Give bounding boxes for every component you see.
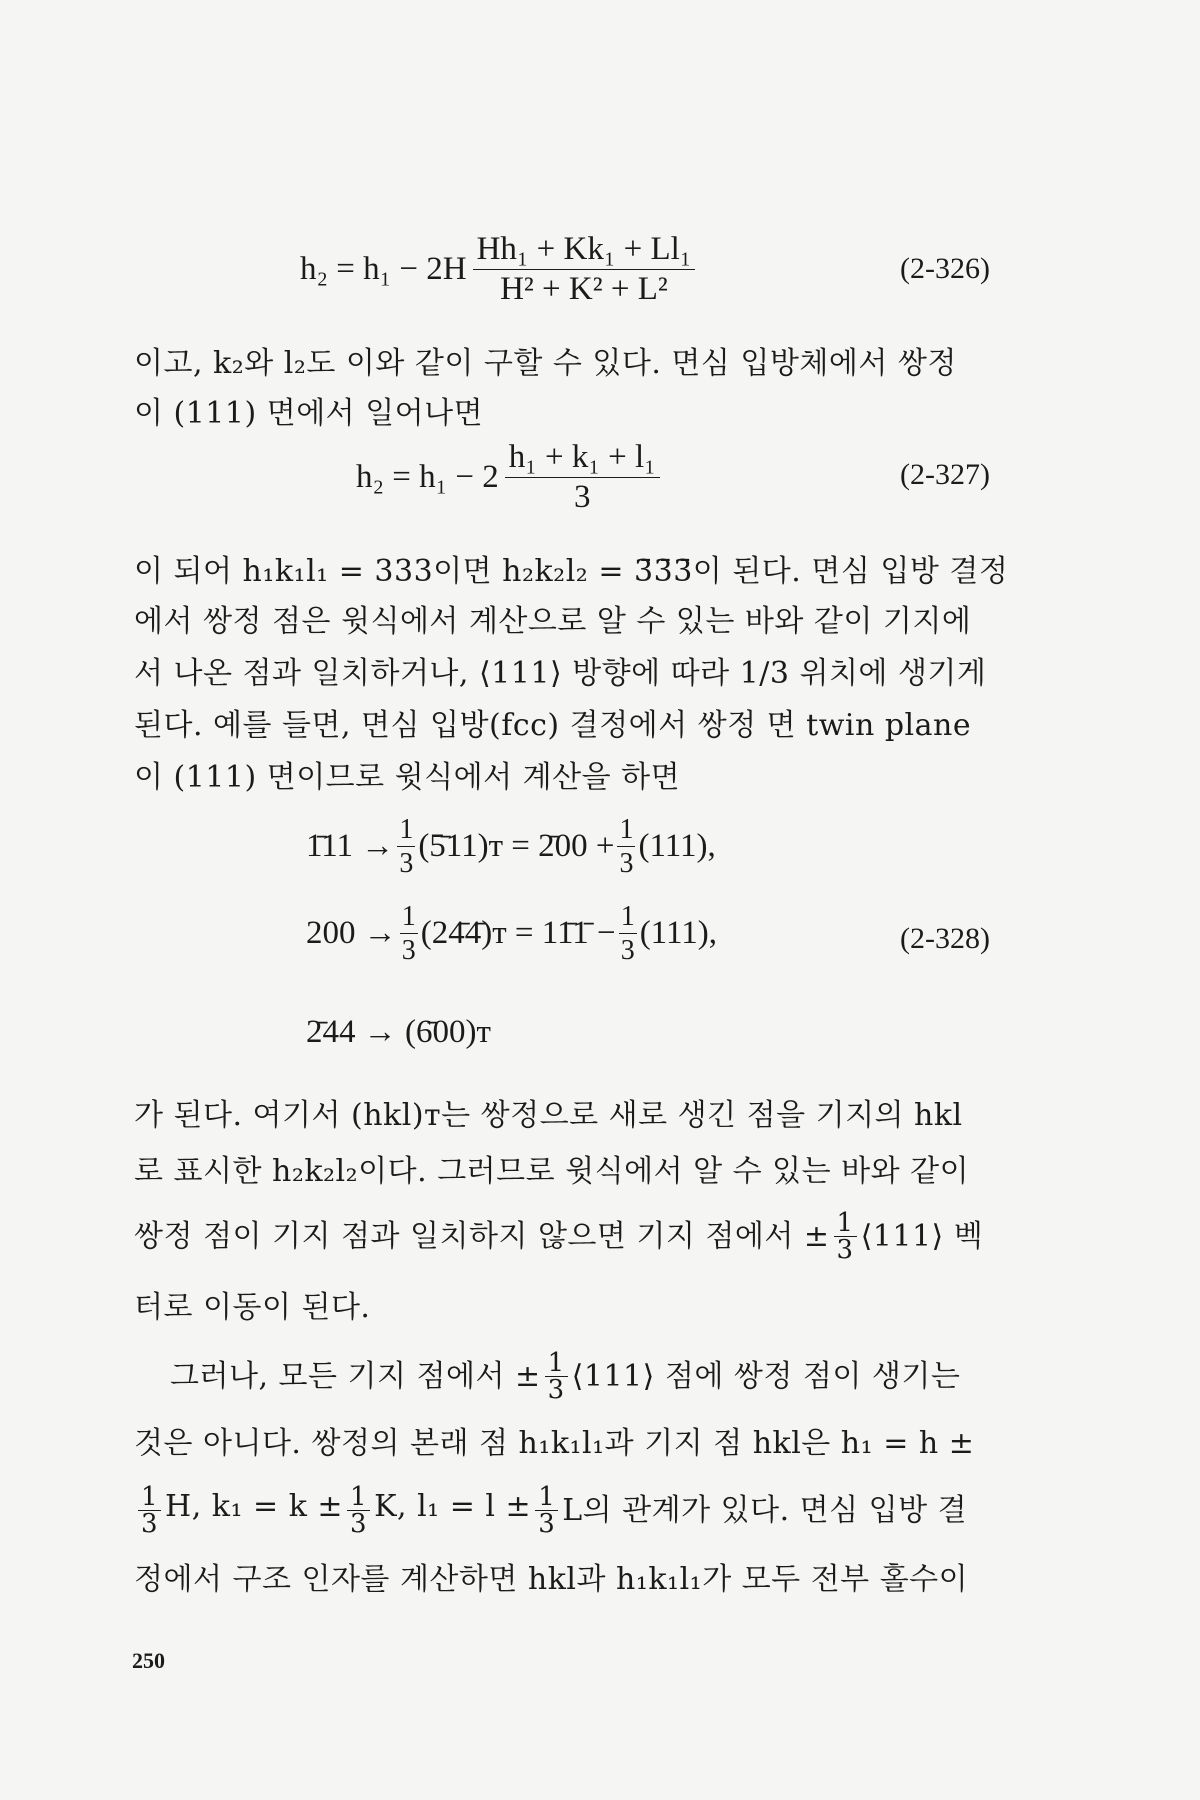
- fraction-denominator: 3: [350, 1509, 368, 1539]
- paragraph-line: 터로 이동이 된다.: [134, 1290, 371, 1325]
- inline-fraction: [347, 1484, 370, 1537]
- equation-fraction: [397, 815, 415, 879]
- fraction-denominator: 3: [573, 478, 591, 515]
- equation-term: 2̄44 → (6̄00)ᴛ: [306, 1014, 491, 1050]
- paragraph-line: 로 표시한 h₂k₂l₂이다. 그러므로 윗식에서 알 수 있는 바와 같이: [134, 1154, 970, 1189]
- fraction-denominator: 3: [620, 935, 635, 967]
- fraction-numerator: 1: [138, 1484, 161, 1511]
- fraction-numerator: 1: [397, 815, 415, 847]
- fraction-denominator: 3: [401, 935, 416, 967]
- fraction-denominator: H² + K² + L²: [500, 270, 668, 307]
- line-text: H, k₁ = k ±: [165, 1489, 344, 1524]
- paragraph-line: [170, 1346, 1070, 1405]
- equation-fraction: [619, 902, 637, 966]
- equation-lhs: h₂ = h₁ − 2H: [300, 250, 467, 287]
- equation-term: 200 →: [306, 915, 397, 952]
- paragraph-line: 서 나온 점과 일치하거나, ⟨111⟩ 방향에 따라 1/3 위치에 생기게: [134, 656, 987, 691]
- fraction-denominator: 3: [141, 1509, 159, 1539]
- equation-label: (2-327): [900, 458, 990, 491]
- inline-fraction: [138, 1484, 161, 1537]
- fraction-numerator: 1: [347, 1484, 370, 1511]
- inline-fraction: [834, 1210, 857, 1263]
- paragraph-line: 이 (111) 면이므로 윗식에서 계산을 하면: [134, 760, 681, 795]
- fraction-numerator: 1: [545, 1350, 568, 1377]
- paragraph-line: 가 된다. 여기서 (hkl)ᴛ는 쌍정으로 새로 생긴 점을 기지의 hkl: [134, 1098, 963, 1133]
- equation-label: (2-328): [900, 922, 990, 955]
- inline-fraction: [535, 1484, 558, 1537]
- equation-2-328-row2: [306, 902, 717, 966]
- equation-2-326: [300, 232, 701, 306]
- line-text: ⟨111⟩ 벡: [860, 1218, 984, 1254]
- paragraph-line: [134, 1480, 1034, 1539]
- equation-2-328-row3: [306, 1014, 491, 1051]
- equation-label: (2-326): [900, 252, 990, 285]
- line-text: K, l₁ = l ±: [374, 1489, 532, 1524]
- page-number: 250: [132, 1648, 165, 1673]
- fraction-denominator: 3: [836, 1235, 854, 1265]
- fraction-numerator: 1: [834, 1210, 857, 1237]
- equation-2-328-row1: [306, 815, 716, 879]
- equation-fraction: [505, 440, 660, 514]
- fraction-denominator: 3: [619, 848, 634, 880]
- equation-fraction: [617, 815, 635, 879]
- fraction-denominator: 3: [538, 1509, 556, 1539]
- paragraph-line: 된다. 예를 들면, 면심 입방(fcc) 결정에서 쌍정 면 twin plane: [134, 708, 972, 743]
- equation-2-327: [356, 440, 666, 514]
- fraction-numerator: 1: [400, 902, 418, 934]
- line-text: L의 관계가 있다. 면심 입방 결: [562, 1492, 968, 1528]
- fraction-numerator: 1: [619, 902, 637, 934]
- fraction-numerator: 1: [535, 1484, 558, 1511]
- paragraph-line: 이 (111) 면에서 일어나면: [134, 396, 484, 431]
- fraction-denominator: 3: [547, 1375, 565, 1405]
- fraction-numerator: h₁ + k₁ + l₁: [505, 440, 660, 478]
- fraction-denominator: 3: [399, 848, 414, 880]
- paragraph-line: 에서 쌍정 점은 윗식에서 계산으로 알 수 있는 바와 같이 기지에: [134, 604, 972, 639]
- equation-fraction: [400, 902, 418, 966]
- equation-term: (111),: [639, 915, 717, 952]
- equation-term: (111),: [638, 828, 716, 865]
- equation-term: (5̄11)ᴛ = 2̄00 +: [418, 828, 615, 865]
- paragraph-line: 이 되어 h₁k₁l₁ = 333이면 h₂k₂l₂ = 3̄3̄3̄이 된다. 면심 입방 결정: [134, 554, 1009, 589]
- paragraph-line: 이고, k₂와 l₂도 이와 같이 구할 수 있다. 면심 입방체에서 쌍정: [134, 346, 957, 381]
- fraction-numerator: 1: [617, 815, 635, 847]
- paragraph-line: 것은 아니다. 쌍정의 본래 점 h₁k₁l₁과 기지 점 hkl은 h₁ = h ±: [134, 1426, 975, 1461]
- equation-term: (24̄4̄)ᴛ = 11̄1̄ −: [420, 915, 616, 952]
- fraction-numerator: Hh₁ + Kk₁ + Ll₁: [473, 232, 696, 270]
- equation-fraction: [473, 232, 696, 306]
- line-text: 쌍정 점이 기지 점과 일치하지 않으면 기지 점에서 ±: [134, 1218, 830, 1254]
- line-text: ⟨111⟩ 점에 쌍정 점이 생기는: [571, 1358, 961, 1394]
- line-text: 그러나, 모든 기지 점에서 ±: [170, 1358, 541, 1394]
- paragraph-line: 정에서 구조 인자를 계산하면 hkl과 h₁k₁l₁가 모두 전부 홀수이: [134, 1562, 969, 1597]
- equation-term: 1̄11 →: [306, 828, 395, 865]
- paragraph-line: [134, 1206, 1034, 1265]
- inline-fraction: [545, 1350, 568, 1403]
- equation-lhs: h₂ = h₁ − 2: [356, 458, 499, 495]
